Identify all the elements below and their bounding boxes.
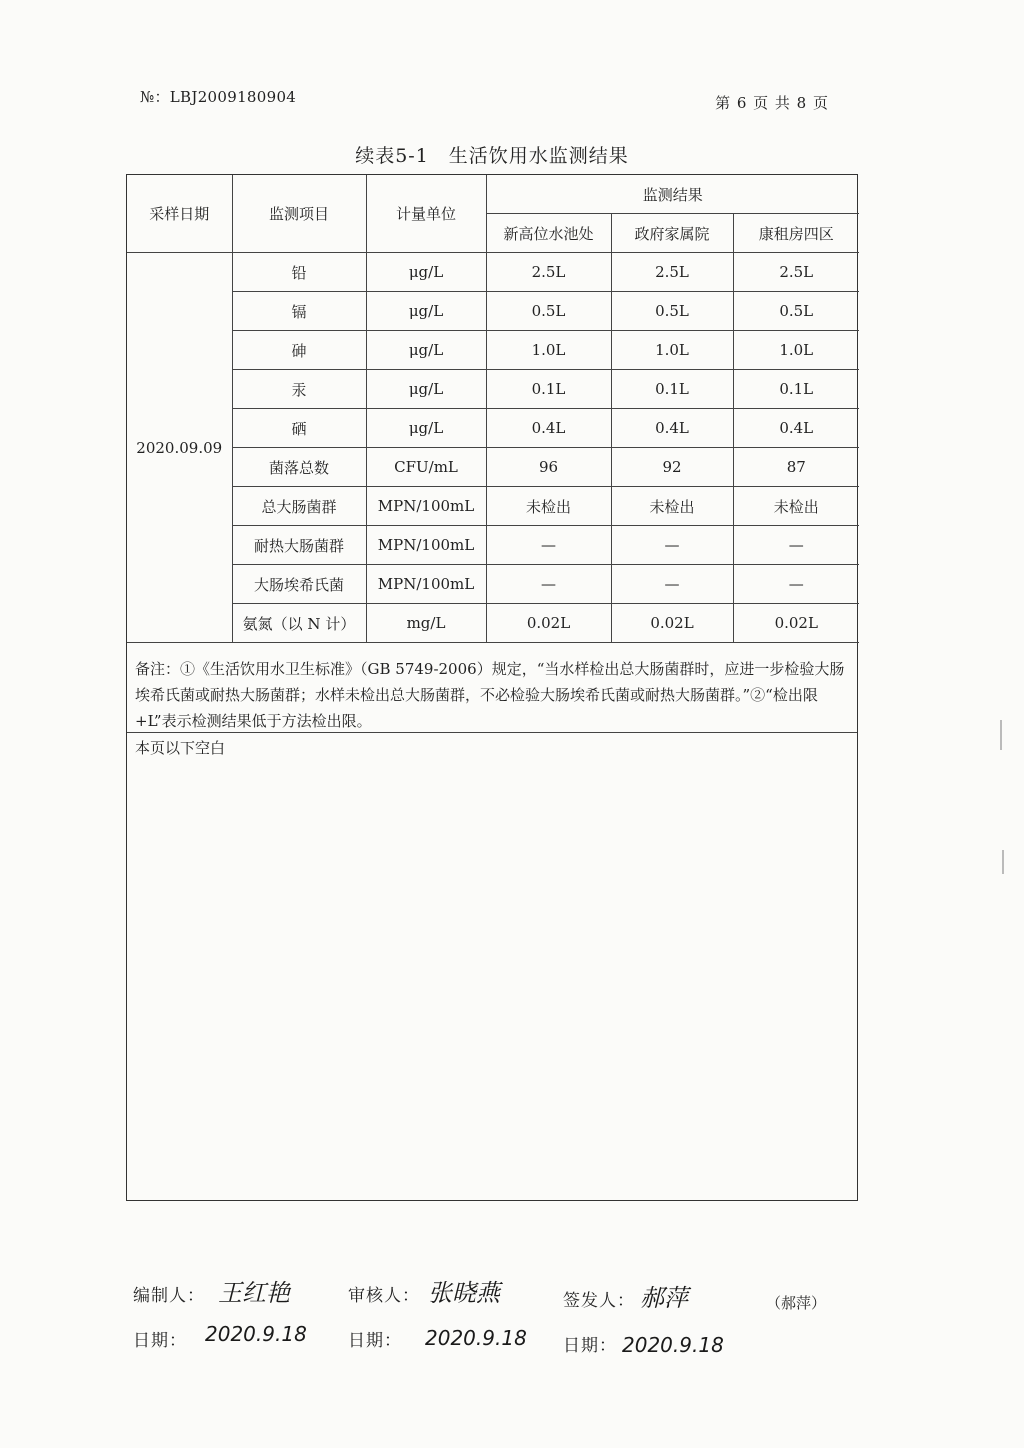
table-row — [127, 487, 859, 526]
value-cell: 0.02L — [611, 604, 733, 643]
value-cell: 0.5L — [486, 292, 611, 331]
item-cell: 大肠埃希氏菌 — [232, 565, 366, 604]
issuer-date: 2020.9.18 — [622, 1333, 724, 1357]
report-number: №：LBJ2009180904 — [140, 88, 297, 106]
value-cell: 92 — [611, 448, 733, 487]
item-cell: 菌落总数 — [232, 448, 366, 487]
header-unit: 计量单位 — [366, 175, 486, 253]
item-cell: 总大肠菌群 — [232, 487, 366, 526]
blank-note: 本页以下空白 — [135, 739, 226, 757]
header-results: 监测结果 — [486, 175, 859, 214]
issuer-signature: 郝萍 — [640, 1284, 688, 1312]
table-row — [127, 409, 859, 448]
value-cell: 0.02L — [486, 604, 611, 643]
table-row — [127, 253, 859, 292]
reviewer-date: 2020.9.18 — [425, 1326, 527, 1350]
value-cell: 0.1L — [733, 370, 859, 409]
value-cell: 未检出 — [733, 487, 859, 526]
compiler-date: 2020.9.18 — [205, 1322, 307, 1346]
compiler-label: 编制人： — [133, 1286, 205, 1306]
table-row — [127, 526, 859, 565]
item-cell: 铅 — [232, 253, 366, 292]
table-row — [127, 604, 859, 643]
value-cell: 2.5L — [486, 253, 611, 292]
value-cell: — — [733, 565, 859, 604]
header-sample-date: 采样日期 — [127, 175, 232, 253]
value-cell: 未检出 — [486, 487, 611, 526]
item-cell: 氨氮（以 N 计） — [232, 604, 366, 643]
page-indicator: 第 6 页 共 8 页 — [715, 94, 829, 112]
value-cell: — — [486, 565, 611, 604]
value-cell: — — [611, 565, 733, 604]
reviewer-label: 审核人： — [348, 1286, 420, 1306]
value-cell: 87 — [733, 448, 859, 487]
notes: 备注：①《生活饮用水卫生标准》（GB 5749-2006）规定，“当水样检出总大肠菌群时，应进一步检验大肠埃希氏菌或耐热大肠菌群；水样未检出总大肠菌群，不必检验大肠埃希氏菌或耐热大肠菌群。”②“检出限+L”表示检测结果低于方法检出限。 — [127, 652, 857, 733]
issuer-printed-name: （郝萍） — [766, 1294, 827, 1312]
results-table-frame — [126, 174, 858, 1201]
table-row — [127, 331, 859, 370]
value-cell: 1.0L — [486, 331, 611, 370]
reviewer-signature: 张晓燕 — [428, 1279, 500, 1307]
issuer-label: 签发人： — [563, 1291, 635, 1311]
value-cell: 2.5L — [733, 253, 859, 292]
table-title: 续表5-1 生活饮用水监测结果 — [355, 145, 629, 167]
scan-mark — [1000, 720, 1002, 750]
scan-mark — [1002, 850, 1004, 874]
value-cell: — — [486, 526, 611, 565]
header-site: 新高位水池处 — [486, 214, 611, 253]
results-table — [127, 175, 859, 643]
value-cell: 0.4L — [611, 409, 733, 448]
item-cell: 硒 — [232, 409, 366, 448]
unit-cell: μg/L — [366, 409, 486, 448]
item-cell: 耐热大肠菌群 — [232, 526, 366, 565]
item-cell: 砷 — [232, 331, 366, 370]
unit-cell: μg/L — [366, 331, 486, 370]
sample-date-cell: 2020.09.09 — [127, 253, 232, 643]
value-cell: 2.5L — [611, 253, 733, 292]
item-cell: 汞 — [232, 370, 366, 409]
compiler-signature: 王红艳 — [218, 1279, 290, 1307]
reviewer-date-label: 日期： — [348, 1331, 402, 1351]
value-cell: — — [733, 526, 859, 565]
table-row — [127, 370, 859, 409]
value-cell: 1.0L — [733, 331, 859, 370]
value-cell: 96 — [486, 448, 611, 487]
value-cell: 0.4L — [733, 409, 859, 448]
unit-cell: μg/L — [366, 370, 486, 409]
item-cell: 镉 — [232, 292, 366, 331]
value-cell: 0.5L — [611, 292, 733, 331]
unit-cell: μg/L — [366, 292, 486, 331]
header-site: 政府家属院 — [611, 214, 733, 253]
unit-cell: μg/L — [366, 253, 486, 292]
header-site: 康租房四区 — [733, 214, 859, 253]
value-cell: 0.1L — [486, 370, 611, 409]
value-cell: 0.1L — [611, 370, 733, 409]
value-cell: 1.0L — [611, 331, 733, 370]
issuer-date-label: 日期： — [563, 1336, 617, 1356]
unit-cell: MPN/100mL — [366, 565, 486, 604]
header-item: 监测项目 — [232, 175, 366, 253]
unit-cell: MPN/100mL — [366, 526, 486, 565]
value-cell: 0.02L — [733, 604, 859, 643]
unit-cell: MPN/100mL — [366, 487, 486, 526]
compiler-date-label: 日期： — [133, 1331, 187, 1351]
value-cell: — — [611, 526, 733, 565]
value-cell: 0.5L — [733, 292, 859, 331]
value-cell: 未检出 — [611, 487, 733, 526]
table-row — [127, 448, 859, 487]
table-row — [127, 565, 859, 604]
unit-cell: mg/L — [366, 604, 486, 643]
value-cell: 0.4L — [486, 409, 611, 448]
table-row — [127, 292, 859, 331]
unit-cell: CFU/mL — [366, 448, 486, 487]
